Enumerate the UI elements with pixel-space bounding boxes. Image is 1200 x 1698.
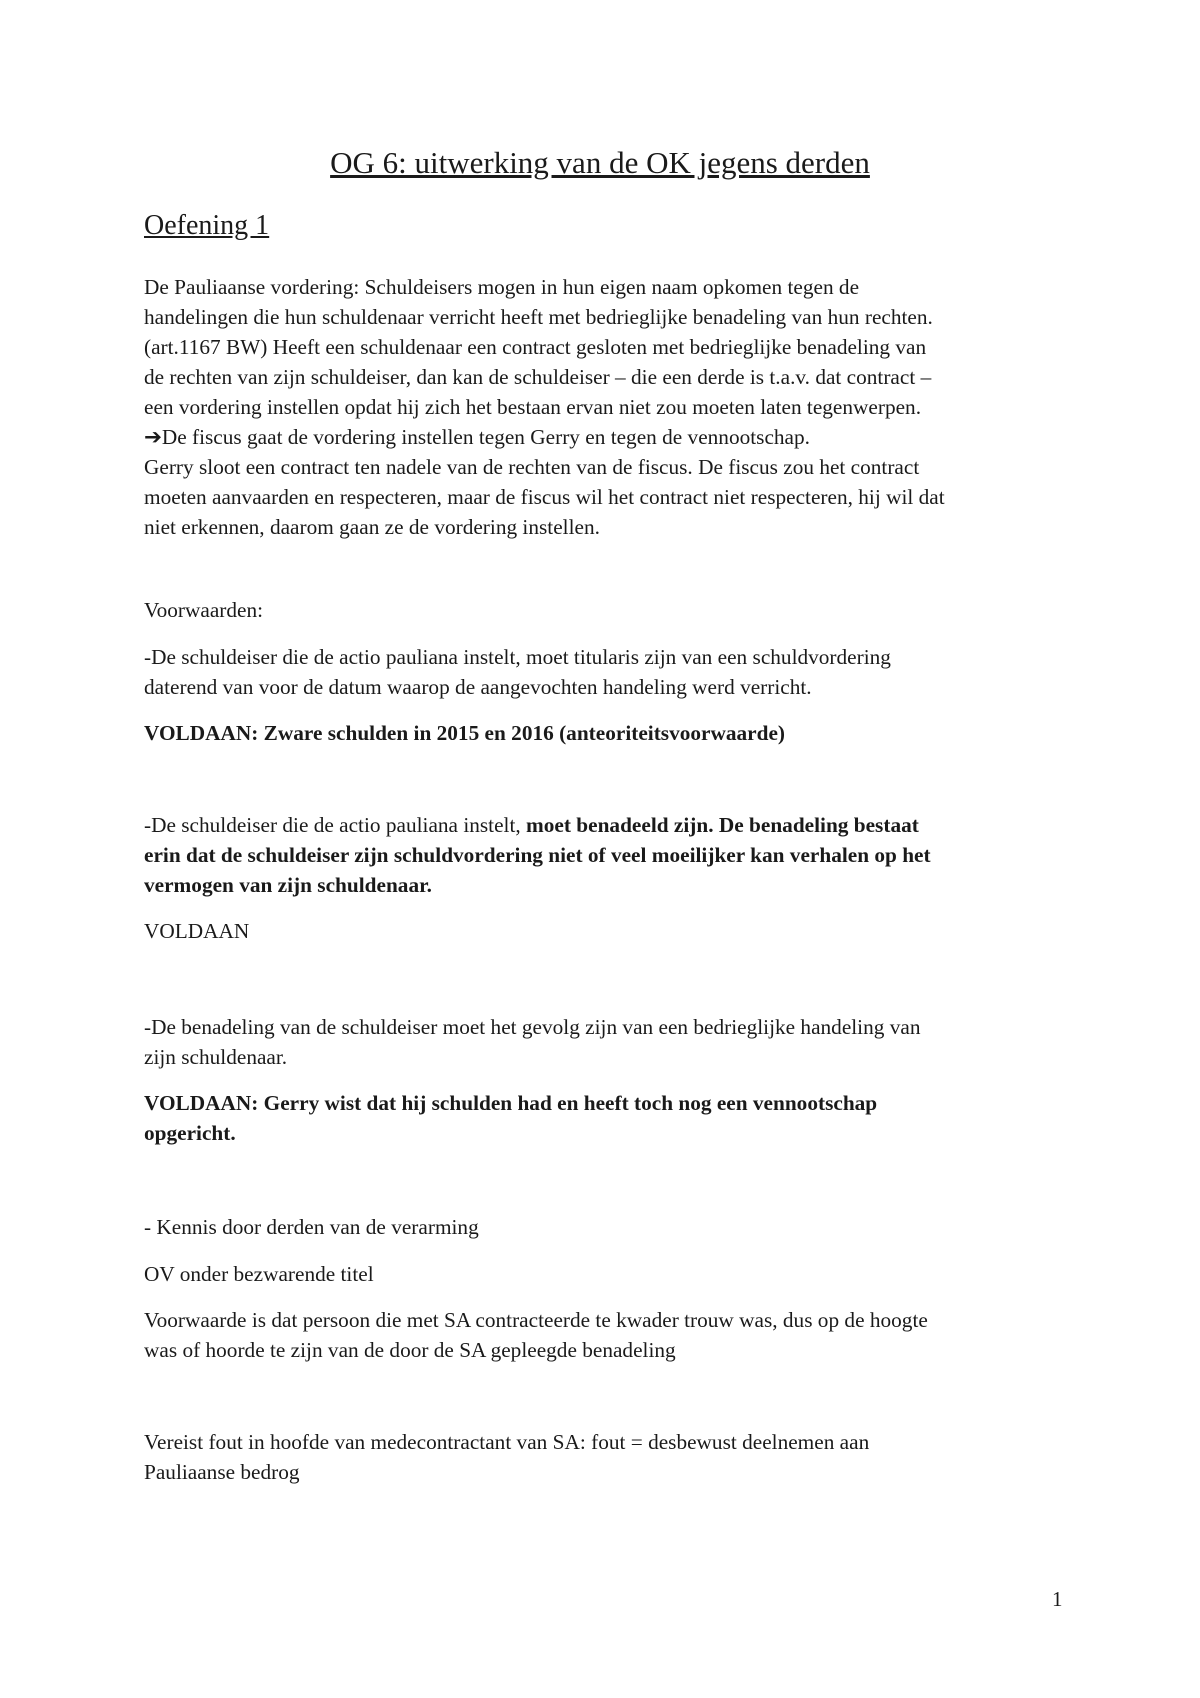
condition-3-result [144,1088,1074,1148]
page-number: 1 [1052,1587,1063,1611]
intro-line: niet erkennen, daarom gaan ze de vordering instellen. [144,515,600,539]
intro-line: handelingen die hun schuldenaar verricht heeft met bedrieglijke benadeling van hun rechten. [144,305,933,329]
condition-line: daterend van voor de datum waarop de aangevochten handeling werd verricht. [144,675,812,699]
condition-line: -De schuldeiser die de actio pauliana instelt, moet titularis zijn van een schuldvordering [144,645,891,669]
voorwaarde-line: Voorwaarde is dat persoon die met SA contracteerde te kwader trouw was, dus op de hoogte [144,1308,928,1332]
intro-paragraph [144,272,1074,542]
intro-line: de rechten van zijn schuldeiser, dan kan de schuldeiser – die een derde is t.a.v. dat contract – [144,365,932,389]
voorwaarde-paragraph [144,1305,1074,1365]
result-line: VOLDAAN: Gerry wist dat hij schulden had en heeft toch nog een vennootschap [144,1091,878,1115]
voorwaarden-label: Voorwaarden: [144,598,264,622]
intro-line: ➔De fiscus gaat de vordering instellen tegen Gerry en tegen de vennootschap. [144,425,810,449]
condition-line: zijn schuldenaar. [144,1045,288,1069]
condition-line: erin dat de schuldeiser zijn schuldvordering niet of veel moeilijker kan verhalen op het [144,843,931,867]
condition-line: -De benadeling van de schuldeiser moet het gevolg zijn van een bedrieglijke handeling van [144,1015,921,1039]
condition-4: - Kennis door derden van de verarming [144,1215,479,1239]
condition-2-result: VOLDAAN [144,919,250,943]
condition-1-result: VOLDAAN: Zware schulden in 2015 en 2016 (anteoriteitsvoorwaarde) [144,721,785,745]
document-title: OG 6: uitwerking van de OK jegens derden [330,145,870,180]
intro-line: een vordering instellen opdat hij zich het bestaan ervan niet zou moeten laten tegenwerpen. [144,395,922,419]
condition-3 [144,1012,1074,1072]
intro-line: De Pauliaanse vordering: Schuldeisers mogen in hun eigen naam opkomen tegen de [144,275,860,299]
condition-1 [144,642,1074,702]
condition-2-text: -De schuldeiser die de actio pauliana instelt, [144,813,527,837]
ov-line: OV onder bezwarende titel [144,1262,374,1286]
intro-line: moeten aanvaarden en respecteren, maar de fiscus wil het contract niet respecteren, hij wil dat [144,485,945,509]
voorwaarde-line: was of hoorde te zijn van de door de SA gepleegde benadeling [144,1338,676,1362]
intro-line: (art.1167 BW) Heeft een schuldenaar een contract gesloten met bedrieglijke benadeling van [144,335,927,359]
vereist-paragraph [144,1427,1074,1487]
condition-2-bold: moet benadeeld zijn. De benadeling bestaat [526,813,919,837]
condition-line: vermogen van zijn schuldenaar. [144,873,432,897]
vereist-line: Vereist fout in hoofde van medecontractant van SA: fout = desbewust deelnemen aan [144,1430,870,1454]
exercise-heading: Oefening 1 [144,210,270,241]
intro-line: Gerry sloot een contract ten nadele van de rechten van de fiscus. De fiscus zou het contract [144,455,920,479]
condition-2 [144,810,1074,900]
result-line: opgericht. [144,1121,236,1145]
vereist-line: Pauliaanse bedrog [144,1460,300,1484]
